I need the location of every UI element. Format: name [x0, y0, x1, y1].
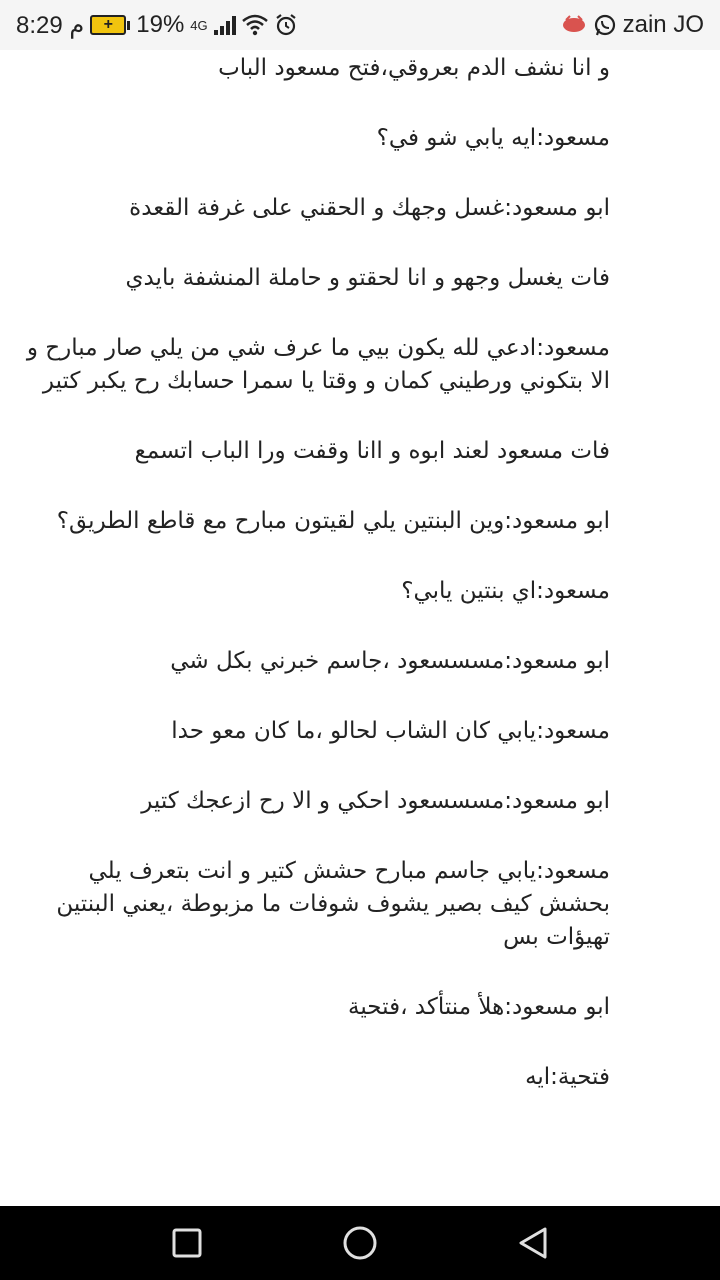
story-paragraph: و انا نشف الدم بعروقي،فتح مسعود الباب	[218, 55, 610, 81]
status-bar	[0, 0, 720, 50]
battery-tip	[127, 21, 130, 30]
story-paragraph: فتحية:ايه	[525, 1064, 610, 1090]
carrier-name: zain JO	[622, 11, 704, 38]
signal-icon	[214, 15, 236, 35]
clock-time: 8:29 م	[16, 11, 85, 39]
story-paragraph: مسعود:يابي جاسم مبارح حشش كتير و انت بتعرف يلي بحشش كيف بصير يشوف شوفات ما مزبوطة ،يعني البنتين تهيؤات بس	[56, 858, 610, 950]
story-paragraph: مسعود:اي بنتين يابي؟	[401, 578, 610, 604]
square-icon	[172, 1228, 202, 1258]
story-content[interactable]	[0, 50, 720, 1206]
notification-app-icon	[561, 14, 587, 36]
network-type: 4G	[190, 17, 208, 33]
circle-icon	[342, 1225, 378, 1261]
story-paragraph: ابو مسعود:وين البنتين يلي لقيتون مبارح مع قاطع الطريق؟	[56, 508, 610, 534]
story-paragraph: مسعود:ايه يابي شو في؟	[376, 125, 610, 151]
whatsapp-icon	[593, 13, 617, 37]
story-paragraph: ابو مسعود:غسل وجهك و الحقني على غرفة القعدة	[129, 195, 610, 221]
story-paragraph: فات يغسل وجهو و انا لحقتو و حاملة المنشفة بايدي	[125, 265, 610, 291]
alarm-icon	[274, 13, 298, 37]
story-paragraph: ابو مسعود:مسسسعود احكي و الا رح ازعجك كتير	[141, 788, 610, 814]
story-paragraph: مسعود:ادعي لله يكون بيي ما عرف شي من يلي صار مبارح و الا بتكوني ورطيني كمان و وقتا يا سمرا حسابك رح يكبر كتير	[26, 335, 610, 394]
recent-apps-button[interactable]	[157, 1213, 217, 1273]
story-paragraph: ابو مسعود:مسسسعود ،جاسم خبرني بكل شي	[170, 648, 610, 674]
status-left	[16, 11, 298, 40]
story-paragraph: ابو مسعود:هلأ منتأكد ،فتحية	[348, 994, 610, 1020]
triangle-back-icon	[517, 1226, 549, 1260]
wifi-icon	[242, 14, 268, 36]
story-paragraph: فات مسعود لعند ابوه و اانا وقفت ورا الباب اتسمع	[134, 438, 610, 464]
battery-percent: 19%	[136, 11, 185, 38]
navigation-bar	[0, 1206, 720, 1280]
battery-icon: +	[90, 15, 126, 35]
status-right	[561, 11, 704, 39]
story-paragraph: مسعود:يابي كان الشاب لحالو ،ما كان معو حدا	[171, 718, 610, 744]
back-button[interactable]	[503, 1213, 563, 1273]
home-button[interactable]	[330, 1213, 390, 1273]
